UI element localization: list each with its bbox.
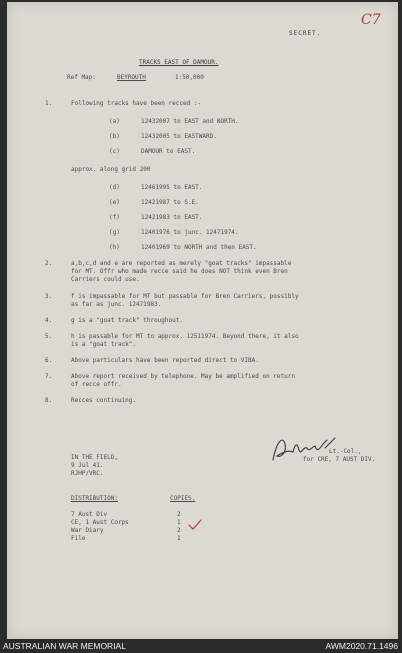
para-2-line: Carriers could use. bbox=[71, 276, 140, 283]
item-text: 12432005 to EASTWARD. bbox=[141, 133, 217, 140]
para-1-number: 1. bbox=[45, 100, 53, 107]
para-2-line: for MT. Offr who made recce said he does NOT think even Bren bbox=[71, 268, 288, 275]
item-label: (h) bbox=[109, 244, 120, 251]
distribution-copies: 2 bbox=[177, 511, 181, 518]
para-7-line: Above report received by telephone. May be amplified on return bbox=[71, 373, 295, 380]
para-5-line: h is passable for MT to approx. 12511974. Beyond there, it also bbox=[71, 333, 299, 340]
item-text: 12401976 to junc. 12471974. bbox=[141, 229, 239, 236]
para-4-line: g is a "goat track" throughout. bbox=[71, 317, 183, 324]
para-6-number: 6. bbox=[45, 357, 53, 364]
item-label: (d) bbox=[109, 184, 120, 191]
item-text: DAMOUR to EAST. bbox=[141, 148, 196, 155]
item-text: 12421987 to S.E. bbox=[141, 199, 199, 206]
item-label: (c) bbox=[109, 148, 120, 155]
origin-date: 9 Jul 41. bbox=[71, 462, 104, 469]
para-2-number: 2. bbox=[45, 260, 53, 267]
origin-reference: RJHP/VRC. bbox=[71, 470, 104, 477]
item-label: (b) bbox=[109, 133, 120, 140]
para-2-line: a,b,c,d and e are reported as merely "goat tracks" impassable bbox=[71, 260, 292, 267]
corner-file-mark: C7 bbox=[361, 12, 381, 28]
item-label: (f) bbox=[109, 214, 120, 221]
item-label: (e) bbox=[109, 199, 120, 206]
ref-map-scale: 1:50,000 bbox=[175, 74, 204, 81]
distribution-recipient: War Diary bbox=[71, 527, 104, 534]
item-label: (g) bbox=[109, 229, 120, 236]
ref-map-name: BEYROUTH bbox=[117, 74, 146, 81]
para-5-number: 5. bbox=[45, 333, 53, 340]
para-8-number: 8. bbox=[45, 397, 53, 404]
archive-footer bbox=[0, 639, 402, 653]
para-7-number: 7. bbox=[45, 373, 53, 380]
item-label: (a) bbox=[109, 118, 120, 125]
red-check-mark-icon bbox=[188, 519, 202, 531]
document-title: TRACKS EAST OF DAMOUR. bbox=[139, 59, 219, 66]
footer-institution: AUSTRALIAN WAR MEMORIAL bbox=[3, 641, 126, 651]
distribution-recipient: CE, 1 Aust Corps bbox=[71, 519, 129, 526]
para-6-line: Above particulars have been reported direct to VIBA. bbox=[71, 357, 259, 364]
item-text: 12401969 to NORTH and then EAST. bbox=[141, 244, 257, 251]
item-text: 12421983 to EAST. bbox=[141, 214, 203, 221]
grid-note: approx. along grid 200 bbox=[71, 166, 151, 173]
signature-rank: Lt.-Col., bbox=[329, 448, 362, 455]
origin-location: IN THE FIELD, bbox=[71, 454, 118, 461]
document-sheet bbox=[7, 2, 398, 639]
footer-accession-number: AWM2020.71.1496 bbox=[325, 641, 398, 651]
para-5-line: is a "goat track". bbox=[71, 341, 137, 348]
classification-stamp: SECRET. bbox=[289, 30, 322, 37]
copies-heading: COPIES. bbox=[170, 495, 196, 502]
para-3-line: as far as junc. 12471983. bbox=[71, 301, 162, 308]
distribution-copies: 1 bbox=[177, 535, 181, 542]
para-4-number: 4. bbox=[45, 317, 53, 324]
item-text: 12461995 to EAST. bbox=[141, 184, 203, 191]
distribution-recipient: File bbox=[71, 535, 86, 542]
para-7-line: of recce offr. bbox=[71, 381, 122, 388]
distribution-heading: DISTRIBUTION: bbox=[71, 495, 118, 502]
para-3-number: 3. bbox=[45, 293, 53, 300]
signature-appointment: for CRE, 7 AUST DIV. bbox=[303, 456, 376, 463]
distribution-copies: 1 bbox=[177, 519, 181, 526]
distribution-copies: 2 bbox=[177, 527, 181, 534]
ref-map-label: Ref Map: bbox=[67, 74, 96, 81]
distribution-recipient: 7 Aust Div bbox=[71, 511, 108, 518]
para-8-line: Recces continuing. bbox=[71, 397, 137, 404]
para-3-line: f is impassable for MT but passable for Bren Carriers, possibly bbox=[71, 293, 299, 300]
item-text: 12432007 to EAST and NORTH. bbox=[141, 118, 239, 125]
para-1-intro: Following tracks have been recced :- bbox=[71, 100, 202, 107]
